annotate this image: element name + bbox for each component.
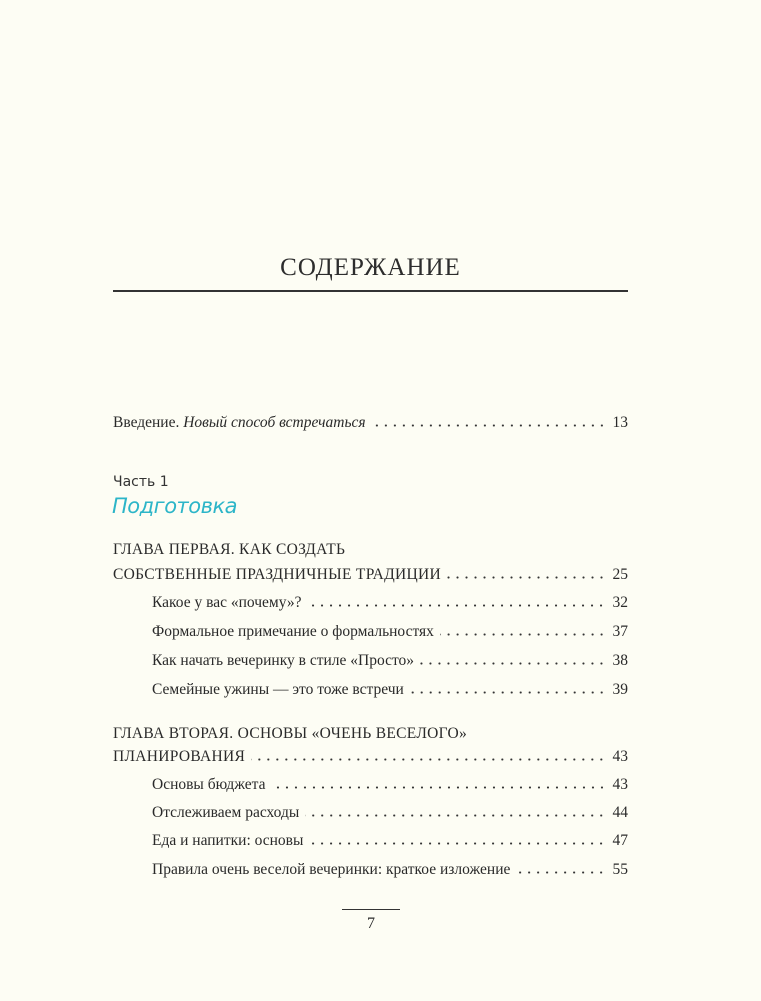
section-title: Отслеживаем расходы <box>152 804 300 821</box>
title-divider <box>113 290 628 292</box>
toc-entry-intro[interactable] <box>113 414 628 436</box>
toc-entry-section[interactable] <box>152 594 628 616</box>
dot-leader <box>372 424 606 427</box>
section-title: Какое у вас «почему»? <box>152 594 302 611</box>
page-ref: 43 <box>612 776 628 793</box>
dot-leader <box>309 842 606 845</box>
page-ref: 13 <box>612 414 628 431</box>
page-ref: 55 <box>612 861 628 878</box>
dot-leader <box>410 691 606 694</box>
page-ref: 37 <box>612 623 628 640</box>
toc-entry-chapter[interactable] <box>113 748 628 770</box>
toc-entry-chapter[interactable] <box>113 566 628 588</box>
section-title: Как начать вечеринку в стиле «Просто» <box>152 652 415 669</box>
section-title: Основы бюджета <box>152 776 266 793</box>
page-ref: 38 <box>612 652 628 669</box>
page-ref: 32 <box>612 594 628 611</box>
toc-entry-section[interactable] <box>152 681 628 703</box>
part-label: Часть 1 <box>113 474 169 490</box>
dot-leader <box>447 576 606 579</box>
intro-subtitle: Новый способ встречаться <box>183 414 366 431</box>
part-name: Подготовка <box>112 494 238 518</box>
toc-entry-section[interactable] <box>152 832 628 854</box>
section-title: Правила очень веселой вечеринки: краткое изложение <box>152 861 511 878</box>
section-title: Формальное примечание о формальностях <box>152 623 434 640</box>
page-title: СОДЕРЖАНИЕ <box>280 254 461 281</box>
page-ref: 25 <box>612 566 628 583</box>
intro-label: Введение. <box>113 414 180 431</box>
dot-leader <box>440 633 606 636</box>
dot-leader <box>251 758 606 761</box>
page-ref: 44 <box>612 804 628 821</box>
chapter-title-line: ГЛАВА ВТОРАЯ. ОСНОВЫ «ОЧЕНЬ ВЕСЕЛОГО» <box>113 725 468 742</box>
toc-entry-section[interactable] <box>152 861 628 883</box>
page-ref: 43 <box>612 748 628 765</box>
toc-entry-section[interactable] <box>152 652 628 674</box>
section-title: Семейные ужины — это тоже встречи <box>152 681 404 698</box>
page-number: 7 <box>367 915 375 932</box>
dot-leader <box>305 814 606 817</box>
dot-leader <box>420 662 606 665</box>
footer-divider <box>342 909 400 910</box>
section-title: Еда и напитки: основы <box>152 832 304 849</box>
chapter-title-line: ГЛАВА ПЕРВАЯ. КАК СОЗДАТЬ <box>113 541 346 558</box>
toc-entry-section[interactable] <box>152 776 628 798</box>
chapter-title-line: ПЛАНИРОВАНИЯ <box>113 748 246 765</box>
dot-leader <box>307 604 606 607</box>
toc-entry-section[interactable] <box>152 804 628 826</box>
dot-leader <box>272 786 606 789</box>
toc-entry-section[interactable] <box>152 623 628 645</box>
dot-leader <box>516 871 606 874</box>
page-ref: 47 <box>612 832 628 849</box>
chapter-title-line: СОБСТВЕННЫЕ ПРАЗДНИЧНЫЕ ТРАДИЦИИ <box>113 566 441 583</box>
page-ref: 39 <box>612 681 628 698</box>
